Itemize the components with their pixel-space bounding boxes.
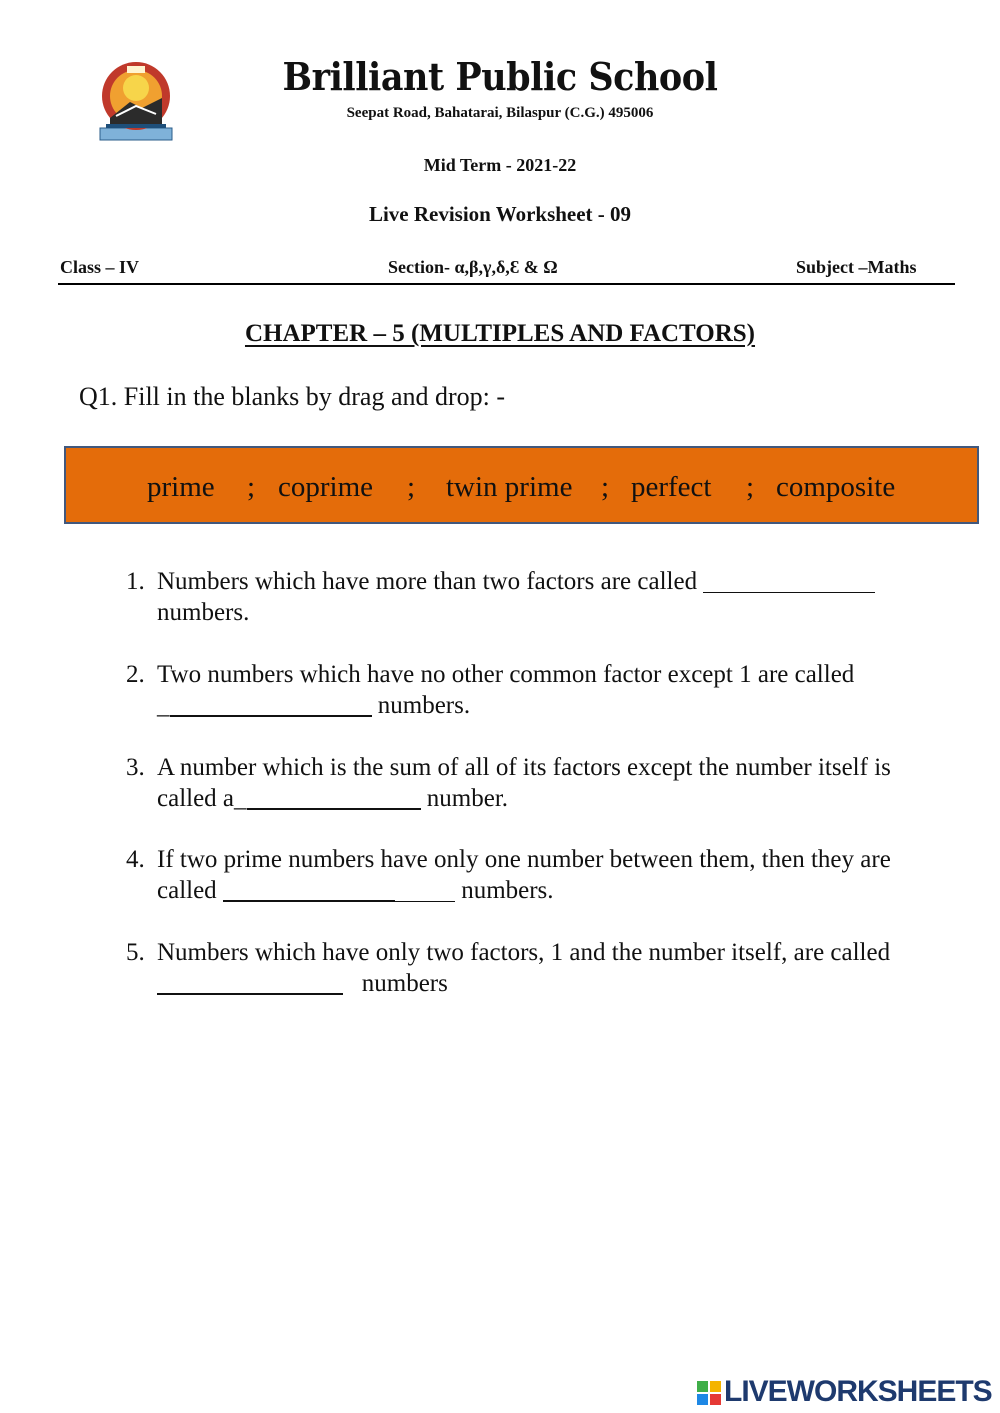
- item-text-line2: [157, 692, 470, 720]
- word-chip-perfect[interactable]: perfect: [631, 471, 712, 503]
- item-text-line1: A number which is the sum of all of its factors except the number itself is: [157, 754, 891, 781]
- item-text: _: [157, 692, 170, 719]
- question-prompt: Q1. Fill in the blanks by drag and drop: -: [79, 382, 506, 411]
- word-separator: ;: [746, 471, 755, 503]
- word-chip-coprime[interactable]: coprime: [278, 471, 374, 503]
- chapter-title: CHAPTER – 5 (MULTIPLES AND FACTORS): [244, 320, 756, 347]
- item-text: numbers: [361, 970, 448, 997]
- item-text-line1: Numbers which have only two factors, 1 and the number itself, are called: [157, 939, 891, 966]
- item-text: numbers.: [461, 877, 554, 904]
- word-chip-composite[interactable]: composite: [776, 471, 896, 503]
- word-bank: [64, 446, 979, 524]
- school-name: Brilliant Public School: [282, 54, 718, 99]
- item-text: number.: [426, 785, 509, 812]
- subject-label: Subject –Maths: [796, 257, 917, 277]
- worksheet-title: Live Revision Worksheet - 09: [368, 202, 632, 226]
- item-text: numbers.: [377, 692, 471, 719]
- item-text: Numbers which have more than two factors are called: [157, 568, 698, 595]
- answer-blank[interactable]: [170, 715, 372, 717]
- liveworksheets-logo-icon: [697, 1381, 721, 1405]
- item-number: 3.: [126, 754, 145, 781]
- item-number: 1.: [126, 568, 145, 595]
- term-label: Mid Term - 2021-22: [423, 155, 577, 175]
- item-number: 5.: [126, 939, 145, 966]
- item-text-line2: [157, 970, 448, 998]
- item-text-line1: If two prime numbers have only one number between them, then they are: [157, 846, 891, 873]
- word-separator: ;: [601, 471, 610, 503]
- word-chip-twin-prime[interactable]: twin prime: [446, 471, 573, 503]
- word-chip-prime[interactable]: prime: [147, 471, 215, 503]
- item-number: 4.: [126, 846, 145, 873]
- item-text-line1: Two numbers which have no other common factor except 1 are called: [157, 661, 855, 688]
- section-label: Section- α,β,γ,δ,Ɛ & Ω: [388, 257, 558, 277]
- item-text-line2: numbers.: [157, 599, 250, 626]
- liveworksheets-brand[interactable]: LIVEWORKSHEETS: [724, 1375, 992, 1408]
- word-separator: ;: [247, 471, 256, 503]
- item-text: called: [157, 877, 217, 904]
- word-separator: ;: [407, 471, 416, 503]
- answer-blank[interactable]: [157, 993, 343, 995]
- item-text-line1: [157, 568, 875, 596]
- item-text-line2: [157, 877, 554, 905]
- answer-blank-extension: [395, 901, 455, 902]
- answer-blank[interactable]: [223, 900, 395, 902]
- school-address: Seepat Road, Bahatarai, Bilaspur (C.G.) 495006: [346, 105, 654, 121]
- item-number: 2.: [126, 661, 145, 688]
- header-divider: [58, 283, 955, 285]
- item-text: called a_: [157, 785, 247, 812]
- answer-blank[interactable]: [247, 808, 421, 810]
- item-text-line2: [157, 785, 508, 813]
- answer-blank[interactable]: [703, 592, 875, 593]
- class-label: Class – IV: [60, 257, 140, 277]
